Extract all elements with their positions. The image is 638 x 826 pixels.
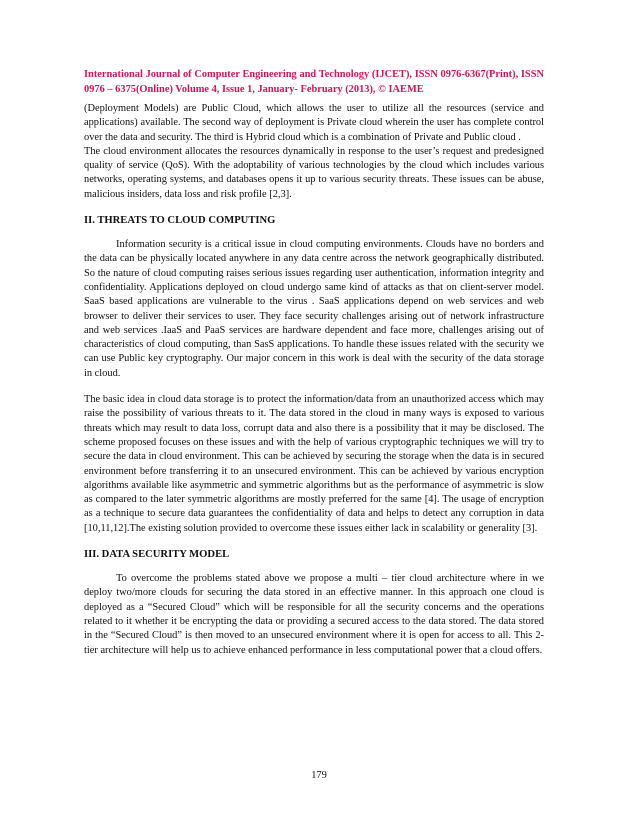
page-number: 179	[311, 770, 327, 781]
paragraph-information-security: Information security is a critical issue in cloud computing environments. Clouds have no borders and the data can be physically located anywhere in any data centre across the network geographically distributed. So the nature of cloud computing raises serious issues regarding user authentication, information integrity and confidentiality. Applications deployed on cloud undergo same kind of attacks as that on client-server model. SaaS based applications are vulnerable to the virus . SaaS applications depend on web services and web browser to deliver their services to user. They face security challenges arising out of network infrastructure and web services .IaaS and PaaS services are hardware dependent and face more, challenges arising out of characteristics of cloud computing, than SasS applications. To handle these issues related with the security we can use Public key cryptography. Our major concern in this work is deal with the security of the data storage in cloud.	[84, 239, 544, 379]
journal-header: International Journal of Computer Engineering and Technology (IJCET), ISSN 0976-6367(Print), ISSN 0976 – 6375(Online) Volume 4, Issue 1, January- February (2013), © IAEME	[84, 69, 544, 95]
paragraph-multi-tier-architecture: To overcome the problems stated above we propose a multi – tier cloud architecture where in we deploy two/more clouds for securing the data stored in an effective manner. In this approach one cloud is deployed as a “Secured Cloud” which will be responsible for all the security concerns and the operations related to it whether it be encrypting the data or providing a secured access to the data stored. The data stored in the “Secured Cloud” is then moved to an unsecured environment where it is open for access to all. This 2-tier architecture will help us to achieve enhanced performance in less computational power that a cloud offers.	[84, 573, 544, 656]
paragraph-cloud-environment: The cloud environment allocates the resources dynamically in response to the user’s request and predesigned quality of service (QoS). With the adoptability of various technologies by the cloud which includes various networks, operating systems, and databases opens it up to various security threats. These issues can be abuse, malicious insiders, data loss and risk profile [2,3].	[84, 145, 544, 200]
paragraph-deployment-models: (Deployment Models) are Public Cloud, which allows the user to utilize all the resources (service and applications) available. The second way of deployment is Private cloud wherein the user has complete control over the data and security. The third is Hybrid cloud which is a combination of Private and Public cloud .	[84, 103, 544, 143]
section-heading-threats: II. THREATS TO CLOUD COMPUTING	[84, 215, 276, 227]
paragraph-cloud-data-storage: The basic idea in cloud data storage is to protect the information/data from an unauthorized access which may raise the possibility of various threats to it. The data stored in the cloud in many ways is exposed to various threats which may result to data loss, corrupt data and also there is a possibility that it may be disclosed. The scheme proposed focuses on these issues and with the help of various cryptographic techniques we will try to secure the data in cloud environment. This can be achieved by securing the storage when the data is in secured environment before transferring it to an unsecured environment. This can be achieved by various encryption algorithms available like asymmetric and symmetric algorithms but as the performance of asymmetric is slow as compared to the later symmetric algorithms are mostly preferred for the same [4]. The usage of encryption as a technique to secure data guarantees the confidentiality of data and helps to detect any corruption in data [10,11,12].The existing solution provided to overcome these issues either lack in scalability or generality [3].	[84, 394, 544, 534]
page-body	[84, 67, 544, 658]
section-heading-data-security-model: III. DATA SECURITY MODEL	[84, 549, 230, 561]
